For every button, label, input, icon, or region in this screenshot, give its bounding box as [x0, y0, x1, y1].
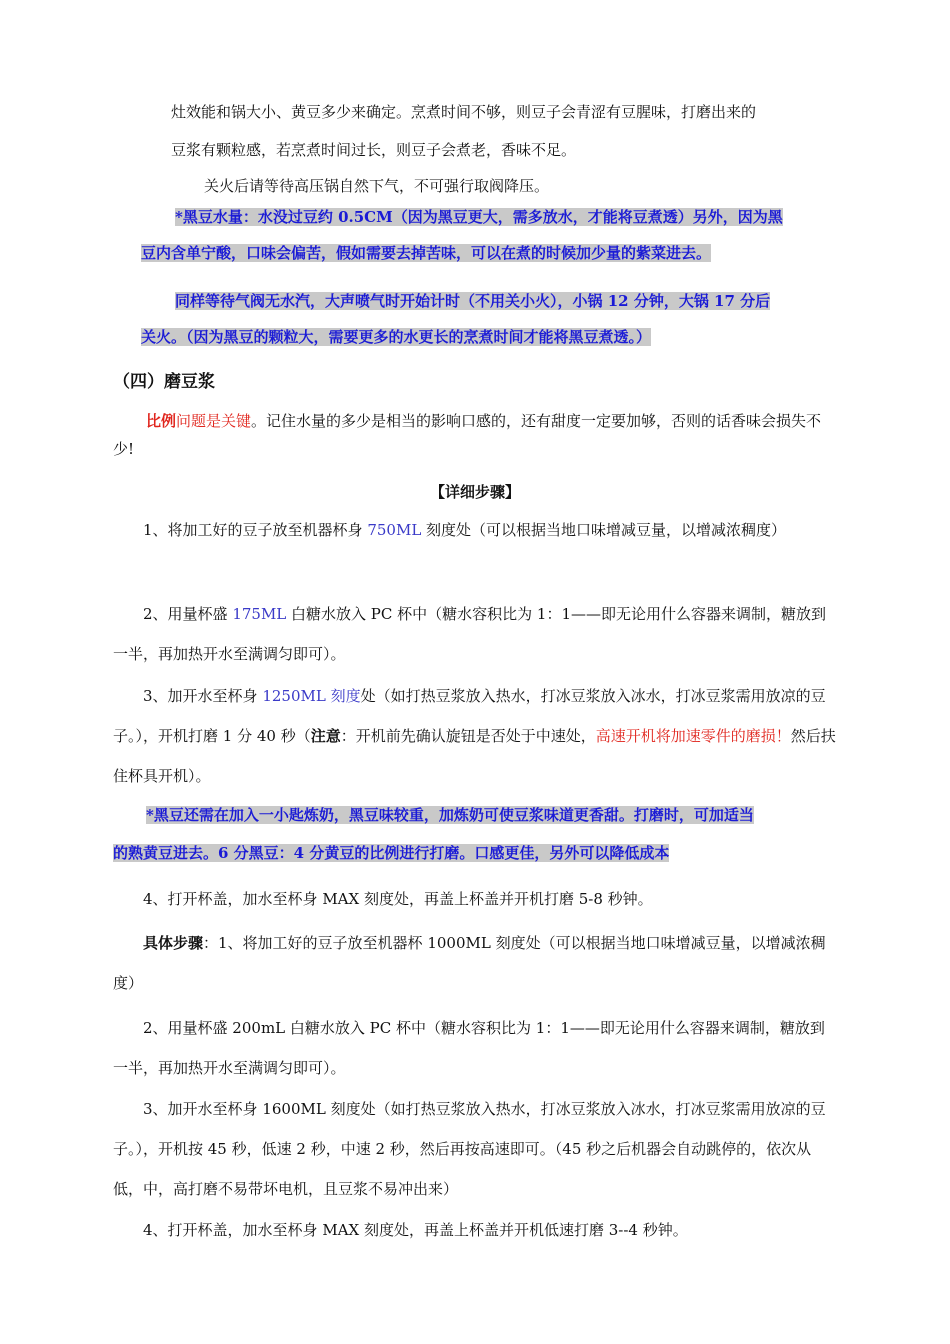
highlight-text: *黑豆还需在加入一小匙炼奶，黑豆味较重，加炼奶可使豆浆味道更香甜。打磨时，可加适当	[146, 806, 754, 824]
step-1	[113, 510, 837, 550]
step-1-value: 750ML	[367, 521, 422, 539]
section-heading: （四）磨豆浆	[113, 372, 215, 392]
highlight-text: 关火。（因为黑豆的颗粒大，需要更多的水更长的烹煮时间才能将黑豆煮透。）	[141, 328, 652, 346]
step-3-note-label: 注意	[310, 727, 341, 745]
step-2	[113, 594, 837, 674]
step-3-text-mid2: ：开机前先确认旋钮是否处于中速处，	[340, 727, 596, 745]
highlight-text: 同样等待气阀无水汽，大声喷气时开始计时（不用关小火），小锅 12 分钟，大锅 17 分后	[175, 292, 771, 310]
detail-step-4: 4、打开杯盖，加水至杯身 MAX 刻度处，再盖上杯盖并开机低速打磨 3--4 秒钟。	[143, 1221, 688, 1239]
ratio-label: 比例	[146, 412, 177, 430]
text-line: 灶效能和锅大小、黄豆多少来确定。烹煮时间不够，则豆子会青涩有豆腥味，打磨出来的	[171, 103, 757, 121]
step-4: 4、打开杯盖，加水至杯身 MAX 刻度处，再盖上杯盖并开机打磨 5-8 秒钟。	[143, 890, 653, 908]
step-3-value: 1250ML 刻度	[262, 687, 361, 705]
step-2-value: 175ML	[232, 605, 287, 623]
text-line: 关火后请等待高压锅自然下气，不可强行取阀降压。	[204, 177, 550, 195]
steps-title: 【详细步骤】	[429, 483, 520, 501]
step-3-warning: 高速开机将加速零件的磨损！	[595, 727, 791, 745]
detail-steps-label: 具体步骤	[143, 934, 204, 952]
detail-step-3: 3、加开水至杯身 1600ML 刻度处（如打热豆浆放入热水，打冰豆浆放入冰水，打冰豆浆需用放凉的豆子。），开机按 45 秒，低速 2 秒，中速 2 秒，然后再按高速即可。（45 秒之后机器会自动跳停的，依次从低，中，高打磨不易带坏电机，且豆浆不易冲出来）	[113, 1100, 826, 1198]
step-3-text: 3、加开水至杯身	[143, 687, 263, 705]
black-bean-water-note	[141, 233, 837, 273]
black-bean-time-note	[175, 281, 837, 321]
black-bean-tip	[113, 833, 837, 873]
highlight-text: *黑豆水量：水没过豆约 0.5CM（因为黑豆更大，需多放水，才能将豆煮透）另外，因为黑	[175, 208, 783, 226]
step-3	[113, 676, 837, 796]
intro-text: 。记住水量的多少是相当的影响口感的，还有甜度一定要加够，否则的话香味会损失不少!	[113, 412, 822, 458]
detail-step-2: 2、用量杯盛 200mL 白糖水放入 PC 杯中（糖水容积比为 1：1——即无论用什么容器来调制，糖放到一半，再加热开水至满调匀即可）。	[113, 1019, 825, 1077]
step-1-text-post: 刻度处（可以根据当地口味增减豆量，以增减浓稠度）	[421, 521, 787, 539]
highlight-text: 豆内含单宁酸，口味会偏苦，假如需要去掉苦味，可以在煮的时候加少量的紫菜进去。	[141, 244, 712, 262]
black-bean-tip	[146, 795, 837, 835]
step-1-text: 1、将加工好的豆子放至机器杯身	[143, 521, 368, 539]
ratio-label-rest: 问题是关键	[176, 412, 252, 430]
black-bean-time-note	[141, 317, 837, 357]
highlight-text: 的熟黄豆进去。6 分黑豆：4 分黄豆的比例进行打磨。口感更佳，另外可以降低成本	[113, 844, 670, 862]
intro-paragraph	[113, 407, 837, 463]
detail-step-1-text: ：1、将加工好的豆子放至机器杯 1000ML 刻度处（可以根据当地口味增减豆量，以增减浓稠度）	[113, 934, 826, 992]
step-3-text-post: 然后扶住杯具开机）。	[113, 727, 836, 785]
step-3-text-mid: 处（如打热豆浆放入热水，打冰豆浆放入冰水，打冰豆浆需用放凉的豆子。），开机打磨 1 分 40 秒（	[113, 687, 826, 745]
black-bean-water-note	[175, 197, 837, 237]
detail-step-1	[113, 923, 837, 1003]
step-2-text: 2、用量杯盛	[143, 605, 233, 623]
text-line: 豆浆有颗粒感，若烹煮时间过长，则豆子会煮老，香味不足。	[171, 141, 577, 159]
step-2-text-post: 白糖水放入 PC 杯中（糖水容积比为 1：1——即无论用什么容器来调制，糖放到一半，再加热开水至满调匀即可）。	[113, 605, 826, 663]
